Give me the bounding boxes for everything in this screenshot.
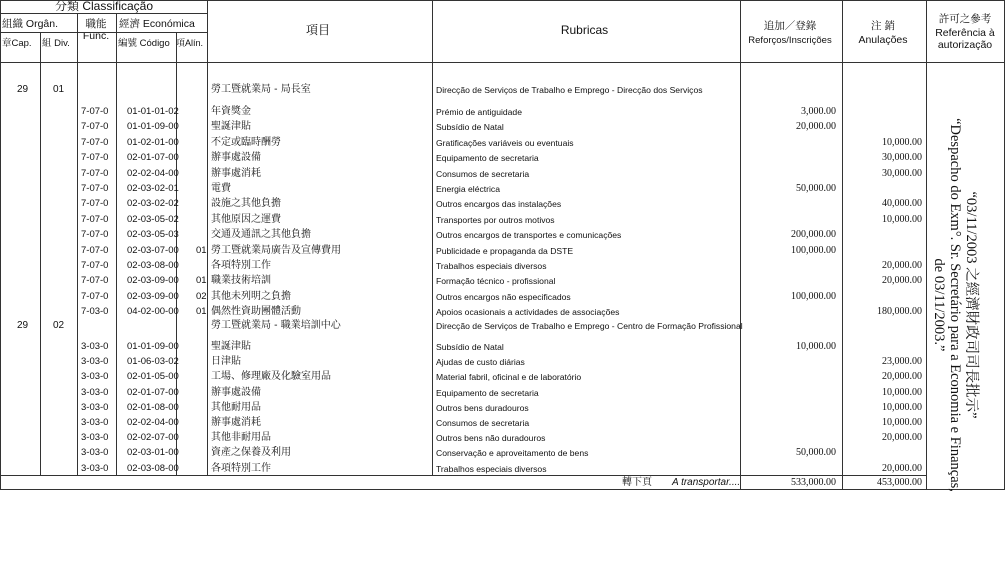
item-cell: 聖誕津貼 xyxy=(211,341,251,352)
codigo-cell: 02-03-05-03 xyxy=(127,229,179,241)
func-cell: 7-03-0 xyxy=(81,306,109,318)
anulacao-cell: 20,000.00 xyxy=(882,275,922,287)
rule xyxy=(0,475,926,476)
rubrica-cell: Direcção de Serviços de Trabalho e Emprego - Direcção dos Serviços xyxy=(436,85,703,95)
anulacoes-heading-pt: Anulações xyxy=(858,34,908,46)
reforco-cell: 50,000.00 xyxy=(796,183,836,194)
codigo-cell: 02-01-07-00 xyxy=(127,386,179,398)
transportar-label-zh: 轉下頁 xyxy=(622,477,652,488)
codigo-cell: 02-03-02-02 xyxy=(127,198,179,210)
rubrica-cell: Formação técnico - profissional xyxy=(436,276,556,287)
alin-heading: 項Alín. xyxy=(176,38,204,48)
anulacao-cell: 20,000.00 xyxy=(882,462,922,474)
anulacoes-heading-zh: 注 銷 xyxy=(871,20,895,32)
rubrica-cell: Energia eléctrica xyxy=(436,184,501,194)
div-cell: 01 xyxy=(53,84,65,95)
func-cell: 3-03-0 xyxy=(81,462,109,474)
codigo-cell: 04-02-00-00 xyxy=(127,306,179,318)
rule xyxy=(40,32,41,475)
anulacao-cell: 30,000.00 xyxy=(882,152,922,164)
reforco-cell: 3,000.00 xyxy=(801,106,836,117)
codigo-cell: 01-01-01-02 xyxy=(127,106,179,117)
authorization-reference-line-1: “03/11/2003 之經濟財政司司長批示” xyxy=(963,191,979,419)
rule xyxy=(0,489,1004,490)
rubricas-heading: Rubricas xyxy=(560,23,609,37)
anulacao-cell: 10,000.00 xyxy=(882,401,922,413)
rubrica-cell: Trabalhos especiais diversos xyxy=(436,463,547,474)
rubrica-cell: Outros encargos de transportes e comunicações xyxy=(436,230,622,241)
referencia-heading-pt1: Referência à xyxy=(935,27,995,39)
codigo-cell: 02-03-09-00 xyxy=(127,275,179,287)
rubrica-cell: Consumos de secretaria xyxy=(436,418,530,428)
item-cell: 勞工暨就業局 - 局長室 xyxy=(211,84,311,95)
anulacao-cell: 10,000.00 xyxy=(882,213,922,225)
div-heading: 組 Div. xyxy=(42,38,70,49)
item-cell: 各項特別工作 xyxy=(211,462,271,474)
rule xyxy=(116,13,117,475)
rubrica-cell: Transportes por outros motivos xyxy=(436,214,555,225)
rule xyxy=(842,0,843,490)
rubrica-cell: Outros encargos não especificados xyxy=(436,291,571,302)
rule xyxy=(432,0,433,476)
classificacao-heading: 分類 Classificação xyxy=(54,0,154,13)
func-heading-pt: Func. xyxy=(82,30,110,42)
func-cell: 3-03-0 xyxy=(81,356,109,368)
rubrica-cell: Consumos de secretaria xyxy=(436,168,530,179)
func-cell: 3-03-0 xyxy=(81,341,109,352)
anulacao-cell: 40,000.00 xyxy=(882,198,922,210)
codigo-cell: 02-02-04-00 xyxy=(127,167,179,179)
func-cell: 3-03-0 xyxy=(81,447,109,459)
alin-cell: 02 xyxy=(196,290,207,302)
anulacao-cell: 20,000.00 xyxy=(882,432,922,444)
anulacao-cell: 30,000.00 xyxy=(882,167,922,179)
func-cell: 7-07-0 xyxy=(81,106,109,117)
rule xyxy=(0,62,1004,63)
reforco-cell: 100,000.00 xyxy=(791,290,836,302)
reforco-cell: 50,000.00 xyxy=(796,447,836,459)
codigo-cell: 02-03-08-00 xyxy=(127,462,179,474)
reforcos-heading-zh: 追加／登錄 xyxy=(763,20,817,32)
rubrica-cell: Publicidade e propaganda da DSTE xyxy=(436,245,574,256)
item-cell: 辦事處消耗 xyxy=(211,167,261,179)
func-cell: 3-03-0 xyxy=(81,417,109,428)
item-cell: 電費 xyxy=(211,183,231,194)
rule xyxy=(207,0,208,476)
anulacao-cell: 10,000.00 xyxy=(882,136,922,148)
anulacao-cell: 10,000.00 xyxy=(882,417,922,428)
item-cell: 日津貼 xyxy=(211,356,241,368)
transportar-label-pt: A transportar.... xyxy=(672,477,741,488)
reforco-cell: 20,000.00 xyxy=(796,121,836,133)
rubrica-cell: Gratificações variáveis ou eventuais xyxy=(436,137,574,148)
func-cell: 7-07-0 xyxy=(81,198,109,210)
anulacao-cell: 20,000.00 xyxy=(882,260,922,271)
rubrica-cell: Ajudas de custo diárias xyxy=(436,357,525,368)
func-cell: 3-03-0 xyxy=(81,401,109,413)
rubrica-cell: Material fabril, oficinal e de laboratório xyxy=(436,372,582,383)
rubrica-cell: Outros bens não duradouros xyxy=(436,433,546,444)
item-cell: 年資獎金 xyxy=(211,106,251,117)
item-heading: 項目 xyxy=(305,23,330,37)
anulacao-total: 453,000.00 xyxy=(877,477,922,488)
codigo-cell: 01-02-01-00 xyxy=(127,136,179,148)
func-cell: 7-07-0 xyxy=(81,121,109,133)
item-cell: 不定或臨時酬勞 xyxy=(211,136,281,148)
rubrica-cell: Conservação e aproveitamento de bens xyxy=(436,448,589,459)
func-cell: 7-07-0 xyxy=(81,167,109,179)
rule xyxy=(77,13,78,475)
rubrica-cell: Subsídio de Natal xyxy=(436,122,504,133)
item-cell: 設施之其他負擔 xyxy=(211,198,281,210)
codigo-cell: 02-03-07-00 xyxy=(127,244,179,256)
codigo-heading: 編號 Código xyxy=(118,38,170,49)
reforco-cell: 100,000.00 xyxy=(791,244,836,256)
func-cell: 3-03-0 xyxy=(81,371,109,383)
rule xyxy=(0,13,207,14)
func-cell: 3-03-0 xyxy=(81,432,109,444)
cap-heading: 章Cap. xyxy=(2,38,32,49)
codigo-cell: 02-01-08-00 xyxy=(127,401,179,413)
item-cell: 交通及通訊之其他負擔 xyxy=(211,229,311,241)
codigo-cell: 01-01-09-00 xyxy=(127,121,179,133)
rubrica-cell: Direcção de Serviços de Trabalho e Emprego - Centro de Formação Profissional xyxy=(436,321,743,331)
codigo-cell: 01-06-03-02 xyxy=(127,356,179,368)
rubrica-cell: Trabalhos especiais diversos xyxy=(436,261,547,271)
item-cell: 辦事處消耗 xyxy=(211,417,261,428)
func-cell: 7-07-0 xyxy=(81,290,109,302)
anulacao-cell: 10,000.00 xyxy=(882,386,922,398)
rule xyxy=(0,0,1004,1)
reforco-cell: 10,000.00 xyxy=(796,341,836,352)
anulacao-cell: 20,000.00 xyxy=(882,371,922,383)
codigo-cell: 02-02-04-00 xyxy=(127,417,179,428)
codigo-cell: 02-03-05-02 xyxy=(127,213,179,225)
func-cell: 7-07-0 xyxy=(81,136,109,148)
rubrica-cell: Outros encargos das instalações xyxy=(436,199,562,210)
item-cell: 職業技術培訓 xyxy=(211,275,271,287)
item-cell: 辦事處設備 xyxy=(211,386,261,398)
table-header xyxy=(0,0,1005,62)
authorization-reference xyxy=(931,45,979,565)
func-cell: 7-07-0 xyxy=(81,229,109,241)
rubrica-cell: Apoios ocasionais a actividades de associações xyxy=(436,307,620,318)
codigo-cell: 02-02-07-00 xyxy=(127,432,179,444)
economica-heading: 經濟 Económica xyxy=(119,18,195,30)
func-cell: 7-07-0 xyxy=(81,183,109,194)
anulacao-cell: 180,000.00 xyxy=(877,306,922,318)
codigo-cell: 02-03-01-00 xyxy=(127,447,179,459)
referencia-heading-zh: 許可之參考 xyxy=(938,13,992,25)
func-cell: 7-07-0 xyxy=(81,275,109,287)
div-cell: 02 xyxy=(53,320,65,331)
item-cell: 其他非耐用品 xyxy=(211,432,271,444)
cap-cell: 29 xyxy=(17,84,29,95)
item-cell: 聖誕津貼 xyxy=(211,121,251,133)
func-cell: 7-07-0 xyxy=(81,260,109,271)
authorization-reference-line-3: de 03/11/2003.” xyxy=(931,258,947,352)
authorization-reference-line-2: “Despacho do Exm°. Sr. Secretário para a Economia e Finanças, xyxy=(947,118,963,492)
item-cell: 其他原因之運費 xyxy=(211,213,281,225)
referencia-heading-pt2: autorização xyxy=(937,39,993,51)
func-cell: 3-03-0 xyxy=(81,386,109,398)
item-cell: 其他未列明之負擔 xyxy=(211,290,291,302)
func-cell: 7-07-0 xyxy=(81,244,109,256)
codigo-cell: 02-03-02-01 xyxy=(127,183,179,194)
item-cell: 工場、修理廠及化驗室用品 xyxy=(211,371,331,383)
codigo-cell: 02-01-07-00 xyxy=(127,152,179,164)
rubrica-cell: Equipamento de secretaria xyxy=(436,387,539,398)
func-heading-zh: 職能 xyxy=(85,18,107,30)
rule xyxy=(0,0,1,490)
item-cell: 資產之保養及利用 xyxy=(211,447,291,459)
item-cell: 勞工暨就業局 - 職業培訓中心 xyxy=(211,320,341,331)
func-cell: 7-07-0 xyxy=(81,213,109,225)
codigo-cell: 02-01-05-00 xyxy=(127,371,179,383)
reforcos-heading-pt: Reforços/Inscrições xyxy=(748,35,832,46)
cap-cell: 29 xyxy=(17,320,29,331)
rubrica-cell: Prémio de antiguidade xyxy=(436,107,522,117)
anulacao-cell: 23,000.00 xyxy=(882,356,922,368)
alin-cell: 01 xyxy=(196,306,207,318)
rule xyxy=(926,0,927,490)
rubrica-cell: Outros bens duradouros xyxy=(436,402,529,413)
func-cell: 7-07-0 xyxy=(81,152,109,164)
codigo-cell: 01-01-09-00 xyxy=(127,341,179,352)
item-cell: 其他耐用品 xyxy=(211,401,261,413)
item-cell: 各項特別工作 xyxy=(211,260,271,271)
rule xyxy=(740,0,741,490)
item-cell: 偶然性資助團體活動 xyxy=(211,306,301,318)
item-cell: 勞工暨就業局廣告及宣傳費用 xyxy=(211,244,341,256)
reforco-total: 533,000.00 xyxy=(791,477,836,488)
item-cell: 辦事處設備 xyxy=(211,152,261,164)
alin-cell: 01 xyxy=(196,244,207,256)
reforco-cell: 200,000.00 xyxy=(791,229,836,241)
alin-cell: 01 xyxy=(196,275,207,287)
rubrica-cell: Equipamento de secretaria xyxy=(436,153,539,164)
codigo-cell: 02-03-09-00 xyxy=(127,290,179,302)
organ-heading: 組織 Orgân. xyxy=(2,18,59,30)
rubrica-cell: Subsídio de Natal xyxy=(436,342,504,352)
codigo-cell: 02-03-08-00 xyxy=(127,260,179,271)
